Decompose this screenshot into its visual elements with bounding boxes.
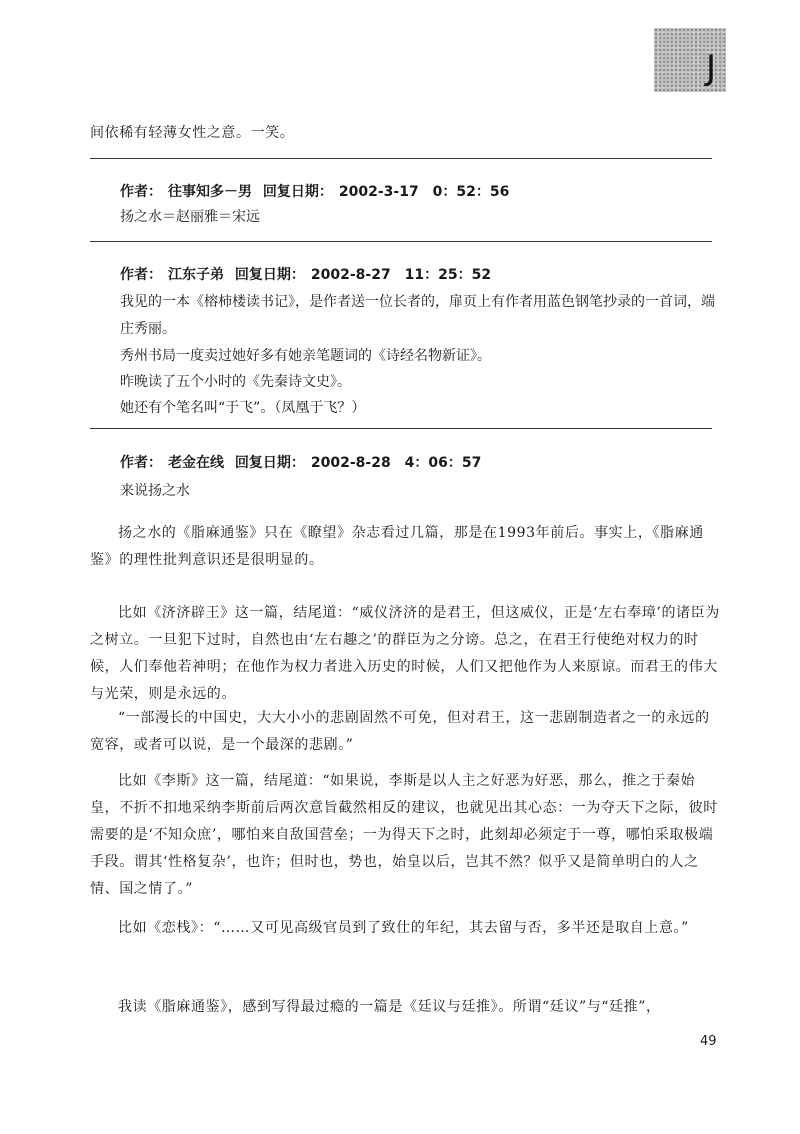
body-paragraph: 扬之水的《脂麻通鉴》只在《瞭望》杂志看过几篇，那是在1993年前后。事实上，《脂麻通鉴》的理性批判意识还是很明显的。 [90, 525, 704, 568]
reply-text: 扬之水＝赵丽雅＝宋远 [120, 209, 260, 225]
divider [90, 241, 712, 242]
body-paragraph: 比如《恋栈》：“……又可见高级官员到了致仕的年纪，其去留与否，多半还是取自上意。” [118, 920, 689, 936]
intro-line: 间依稀有轻薄女性之意。一笑。 [90, 125, 295, 141]
divider [90, 158, 712, 159]
divider [90, 428, 712, 429]
body-paragraph: 比如《李斯》这一篇，结尾道：“如果说，李斯是以人主之好恶为好恶，那么，推之于秦始皇，不折不扣地采纳李斯前后两次意旨截然相反的建议，也就见出其心态：一为夺天下之际，彼时需要的是‘不知众庶’，哪怕来自敌国营垒；一为得天下之时，此刻却必须定于一尊，哪怕采取极端手段。谓其‘性格复杂’，也许；但时也，势也，始皇以后，岂其不然？似乎又是简单明白的人之情、国之情了。” [90, 773, 718, 897]
body-paragraph: 我读《脂麻通鉴》，感到写得最过瘾的一篇是《廷议与廷推》。所谓“廷议”与“廷推”， [118, 999, 661, 1015]
reply-text: 秀州书局一度卖过她好多有她亲笔题词的《诗经名物新证》。 [120, 348, 491, 364]
date-label: 回复日期： [262, 184, 333, 200]
chapter-tab [654, 28, 726, 92]
reply-header [120, 181, 515, 201]
author-label: 作者： [120, 267, 162, 283]
reply-header [120, 452, 487, 472]
author-label: 作者： [120, 184, 162, 200]
reply-text: 来说扬之水 [120, 483, 190, 499]
page-number: 49 [700, 1034, 717, 1049]
reply-header [120, 264, 497, 284]
reply-text: 昨晚读了五个小时的《先秦诗文史》。 [120, 374, 351, 390]
body-paragraph: 比如《济济辟王》这一篇，结尾道：“威仪济济的是君王，但这威仪，正是‘左右奉璋’的诸臣为之树立。一旦犯下过时，自然也由‘左右趣之’的群臣为之分谤。总之，在君王行使绝对权力的时候，人们奉他若神明；在他作为权力者进入历史的时候，人们又把他作为人来原谅。而君王的伟大与光荣，则是永远的。 [90, 605, 720, 702]
reply-date: 2002-8-27 11：25：52 [310, 267, 492, 283]
reply-date: 2002-8-28 4：06：57 [310, 455, 482, 471]
date-label: 回复日期： [234, 455, 305, 471]
reply-text: 她还有个笔名叫“于飞”。（凤凰于飞？） [120, 400, 366, 416]
reply-date: 2002-3-17 0：52：56 [338, 184, 510, 200]
author-label: 作者： [120, 455, 162, 471]
author-name: 江东子弟 [168, 267, 224, 283]
chapter-letter: J [705, 48, 716, 88]
body-paragraph: “一部漫长的中国史，大大小小的悲剧固然不可免，但对君王，这一悲剧制造者之一的永远的宽容，或者可以说，是一个最深的悲剧。” [90, 710, 710, 753]
author-name: 老金在线 [168, 455, 224, 471]
date-label: 回复日期： [234, 267, 305, 283]
author-name: 往事知多－男 [168, 184, 252, 200]
reply-text: 我见的一本《榕柿楼读书记》，是作者送一位长者的，扉页上有作者用蓝色钢笔抄录的一首词，端庄秀丽。 [120, 294, 715, 337]
